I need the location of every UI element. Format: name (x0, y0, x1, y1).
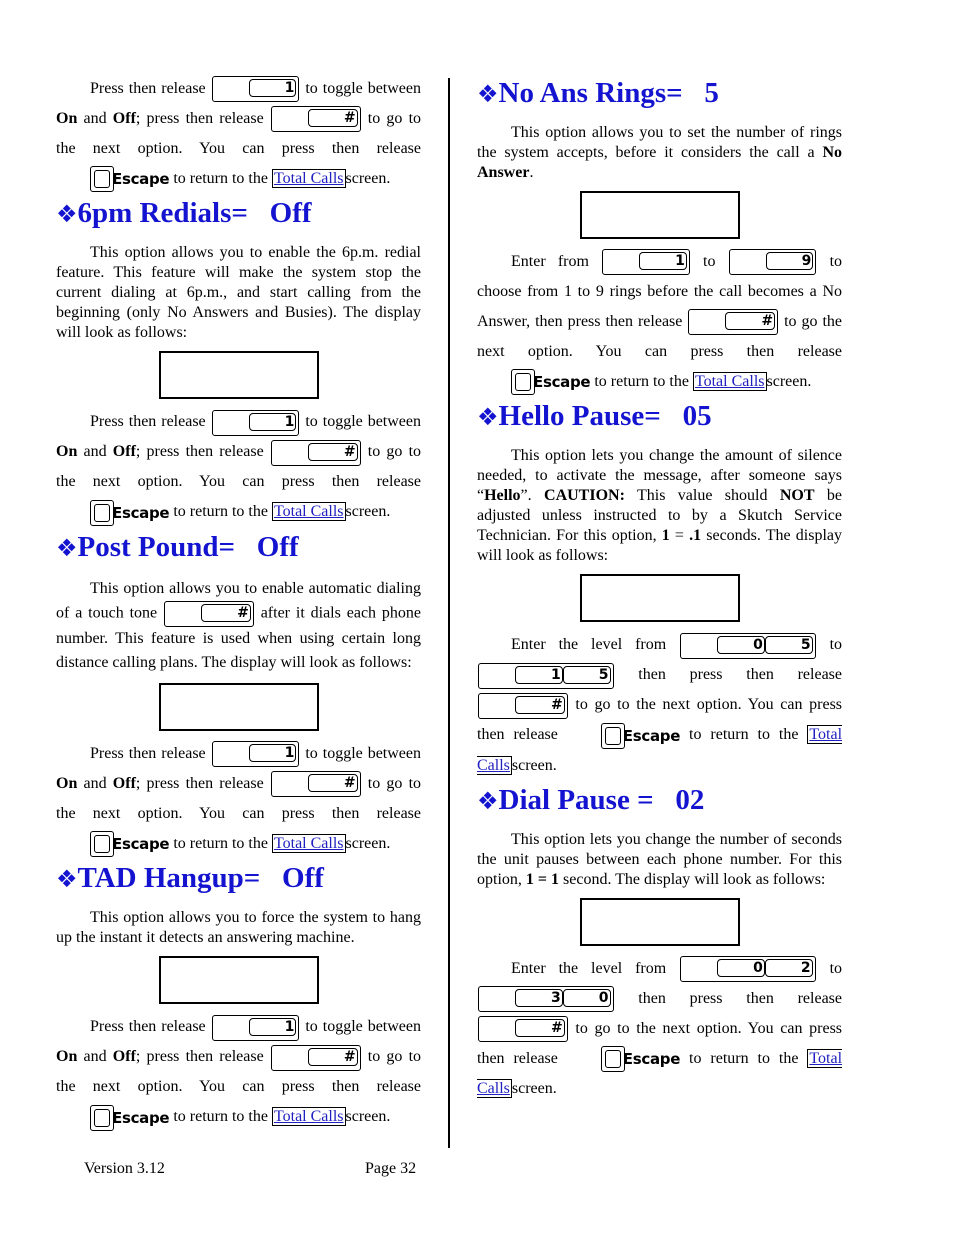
display-box (159, 351, 319, 399)
diamond-bullet-icon: ❖ (477, 403, 499, 432)
key-1-icon: 1 (212, 1015, 300, 1041)
diamond-bullet-icon: ❖ (56, 533, 78, 562)
key-1-icon: 1 (602, 249, 690, 275)
escape-key-icon: Escape (56, 498, 169, 528)
dial-description: This option lets you change the number of seconds the unit pauses between each phone number. For this option, 1 = 1 second. The display will look as follows: (477, 830, 842, 888)
postpound-instructions: Press then release 1 to toggle between On and Off; press then release # to go to the next option. You can press then release Escape to return to the Total Calls screen. (56, 739, 421, 859)
key-1-icon: 1 (212, 741, 300, 767)
key-9-icon: 9 (729, 249, 817, 275)
redials-description: This option allows you to enable the 6p.m. redial feature. This feature will make the system stop the current dialing at 6p.m., and start calling from the beginning (only No Answers and Busies). The display will look as follows: (56, 244, 421, 342)
escape-key-icon: Escape (56, 1103, 169, 1133)
key-1-5-icon: 1 5 (478, 663, 614, 689)
tad-description: This option allows you to force the system to hang up the instant it detects an answering machine. (56, 909, 421, 947)
key-hash-icon: # (271, 440, 361, 466)
total-calls-link[interactable]: Total Calls (273, 1108, 344, 1126)
heading-tad-hangup: ❖TAD Hangup= Off (56, 862, 324, 895)
dial-instructions: Enter the level from 0 2 to 3 0 then press then release # to go to the next option. You can press then release Escape to return to the Total Calls screen. (477, 954, 842, 1104)
total-calls-link[interactable]: Total Calls (477, 726, 843, 774)
heading-6pm-redials: ❖6pm Redials= Off (56, 197, 312, 230)
escape-key-icon: Escape (56, 829, 169, 859)
escape-key-icon: Escape (567, 1044, 680, 1074)
noans-description: This option allows you to set the number of rings the system accepts, before it considers the call a No Answer. (477, 124, 842, 181)
postpound-description: This option allows you to enable automatic dialing of a touch tone # after it dials each phone number. This feature is used when using certain long distance calling plans. The display will look as follows: (56, 579, 422, 671)
heading-hello-pause: ❖Hello Pause= 05 (477, 400, 712, 433)
heading-no-ans-rings: ❖No Ans Rings= 5 (477, 77, 719, 109)
display-box (580, 191, 740, 239)
key-hash-icon: # (478, 1016, 568, 1042)
column-divider (448, 78, 450, 1148)
key-hash-icon: # (271, 1045, 361, 1071)
escape-key-icon: Escape (567, 721, 680, 751)
footer-version: Version 3.12 (84, 1160, 165, 1177)
diamond-bullet-icon: ❖ (56, 865, 78, 894)
hello-instructions: Enter the level from 0 5 to 1 5 then press then release # to go to the next option. You can press then release Escape to return to the Total Calls screen. (477, 630, 842, 780)
key-3-0-icon: 3 0 (478, 986, 614, 1012)
escape-key-icon: Escape (477, 367, 590, 397)
diamond-bullet-icon: ❖ (56, 200, 78, 229)
toggle-instructions-top: Press then release 1 to toggle between On and Off; press then release # to go to the next option. You can press then release Escape to return to the Total Calls screen. (56, 74, 421, 194)
left-column (56, 74, 421, 1133)
display-box (159, 956, 319, 1004)
key-hash-icon: # (164, 601, 254, 627)
display-box (159, 683, 319, 731)
total-calls-link[interactable]: Total Calls (273, 503, 344, 521)
diamond-bullet-icon: ❖ (477, 80, 499, 108)
total-calls-link[interactable]: Total Calls (694, 373, 765, 390)
redials-instructions: Press then release 1 to toggle between On and Off; press then release # to go to the next option. You can press then release Escape to return to the Total Calls screen. (56, 407, 421, 527)
key-0-2-icon: 0 2 (680, 956, 816, 982)
right-column (477, 74, 842, 1104)
key-hash-icon: # (271, 106, 361, 132)
total-calls-link[interactable]: Total Calls (273, 170, 344, 187)
key-0-5-icon: 0 5 (680, 633, 816, 659)
tad-instructions: Press then release 1 to toggle between On and Off; press then release # to go to the next option. You can press then release Escape to return to the Total Calls screen. (56, 1012, 421, 1132)
key-1-icon: 1 (212, 76, 300, 102)
diamond-bullet-icon: ❖ (477, 786, 499, 815)
heading-dial-pause: ❖Dial Pause = 02 (477, 783, 705, 816)
escape-key-icon: Escape (56, 164, 169, 194)
key-1-icon: 1 (212, 410, 300, 436)
key-hash-icon: # (688, 309, 778, 335)
key-hash-icon: # (271, 771, 361, 797)
hello-description: This option lets you change the amount of silence needed, to activate the message, after someone says “Hello”. CAUTION: This value should NOT be adjusted unless instructed to by a Skutch Service Technician. For this option, 1 = .1 seconds. The display will look as follows: (477, 447, 843, 565)
key-hash-icon: # (478, 693, 568, 719)
noans-instructions: Enter from 1 to 9 to choose from 1 to 9 rings before the call becomes a No Answer, then press then release # to go the next option. You can press then release Escape to return to the Total Calls screen. (477, 247, 842, 397)
display-box (580, 574, 740, 622)
total-calls-link[interactable]: Total Calls (477, 1049, 843, 1098)
footer-page-number: Page 32 (365, 1160, 417, 1177)
display-box (580, 898, 740, 946)
total-calls-link[interactable]: Total Calls (273, 834, 344, 852)
heading-post-pound: ❖Post Pound= Off (56, 530, 299, 563)
